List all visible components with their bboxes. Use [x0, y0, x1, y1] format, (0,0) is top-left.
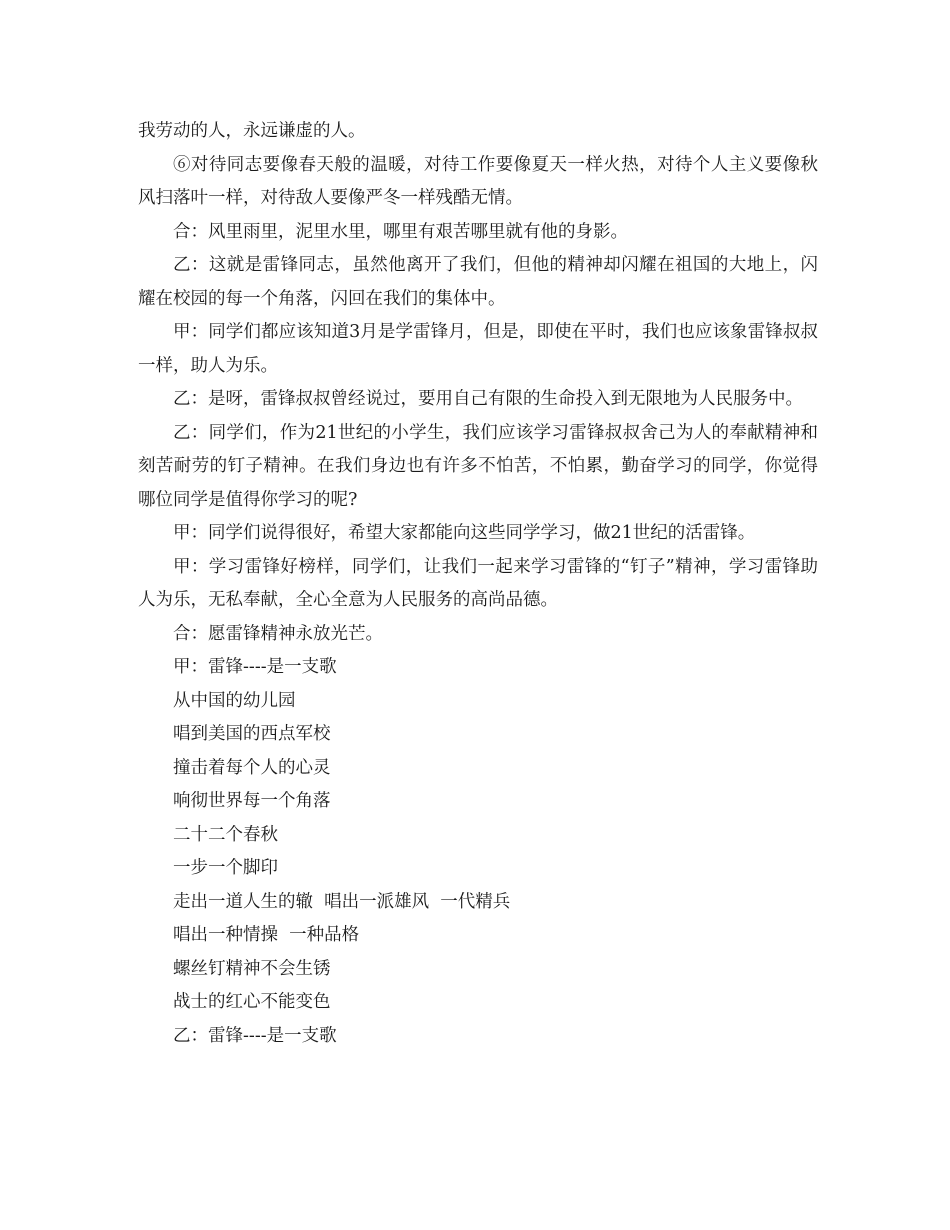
paragraph: 我劳动的人，永远谦虚的人。	[138, 121, 366, 141]
verse-line: 甲：雷锋----是一支歌	[173, 657, 337, 677]
verse-line: 一步一个脚印	[173, 858, 278, 878]
paragraph: 合：愿雷锋精神永放光芒。	[173, 623, 383, 644]
document-body	[138, 115, 818, 1053]
paragraph: 乙：是呀，雷锋叔叔曾经说过，要用自己有限的生命投入到无限地为人民服务中。	[173, 389, 803, 409]
paragraph: 乙：这就是雷锋同志，虽然他离开了我们，但他的精神却闪耀在祖国的大地上，闪耀在校园的每一个角落，闪回在我们的集体中。	[138, 255, 818, 309]
verse-line: 唱出一种情操 一种品格	[173, 925, 360, 945]
verse-line: 螺丝钉精神不会生锈	[173, 958, 331, 979]
verse-line: 从中国的幼儿园	[173, 690, 296, 711]
paragraph: 合：风里雨里，泥里水里，哪里有艰苦哪里就有他的身影。	[173, 221, 628, 242]
paragraph: 乙：同学们，作为21世纪的小学生，我们应该学习雷锋叔叔舍己为人的奉献精神和刻苦耐劳的钉子精神。在我们身边也有许多不怕苦，不怕累，勤奋学习的同学，你觉得哪位同学是值得你学习的呢?	[138, 422, 818, 510]
verse-line: 走出一道人生的辙 唱出一派雄风 一代精兵	[173, 891, 511, 912]
verse-line: 乙：雷锋----是一支歌	[173, 1025, 337, 1046]
paragraph: 甲：同学们都应该知道3月是学雷锋月，但是，即使在平时，我们也应该象雷锋叔叔一样，助人为乐。	[138, 322, 818, 376]
paragraph: 甲：学习雷锋好榜样，同学们，让我们一起来学习雷锋的“钉子”精神，学习雷锋助人为乐，无私奉献，全心全意为人民服务的高尚品德。	[138, 556, 818, 610]
verse-line: 战士的红心不能变色	[173, 992, 331, 1012]
paragraph: 甲：同学们说得很好，希望大家都能向这些同学学习，做21世纪的活雷锋。	[173, 523, 756, 543]
verse-line: 二十二个春秋	[173, 824, 278, 845]
verse-line: 响彻世界每一个角落	[173, 791, 331, 811]
verse-line: 唱到美国的西点军校	[173, 724, 331, 744]
paragraph: ⑥对待同志要像春天般的温暖，对待工作要像夏天一样火热，对待个人主义要像秋风扫落叶一样，对待敌人要像严冬一样残酷无情。	[138, 154, 818, 208]
verse-line: 撞击着每个人的心灵	[173, 757, 331, 778]
